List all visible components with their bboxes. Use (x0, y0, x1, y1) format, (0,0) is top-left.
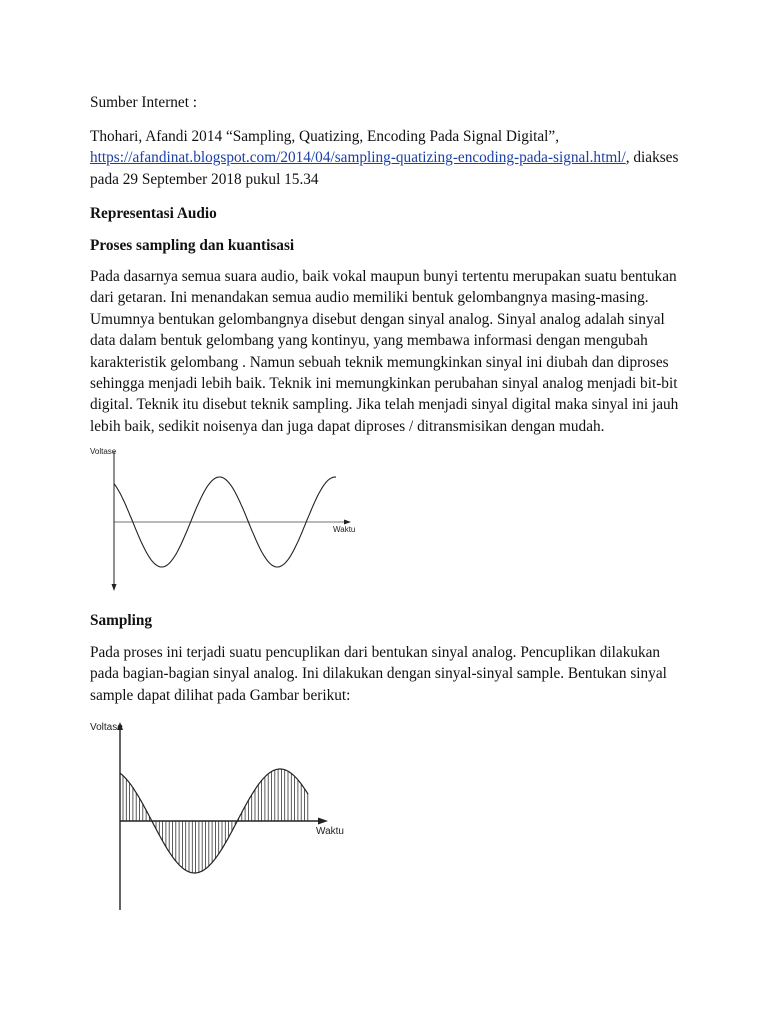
sampled-signal-figure (88, 718, 358, 913)
paragraph-line: Umumnya bentukan gelombangnya disebut dengan sinyal analog. Sinyal analog adalah sinyal (90, 310, 665, 328)
paragraph-line: sample dapat dilihat pada Gambar berikut: (90, 686, 351, 704)
paragraph-line: Pada dasarnya semua suara audio, baik vokal maupun bunyi tertentu merupakan suatu bentukan (90, 268, 677, 285)
x-axis-arrow (344, 520, 351, 525)
paragraph-line: sehingga menjadi lebih baik. Teknik ini memungkinkan perubahan sinyal analog menjadi bit-bit (90, 375, 678, 393)
y-axis-label: Voltase (90, 447, 117, 456)
paragraph-line: digital. Teknik itu disebut teknik sampling. Jika telah menjadi sinyal digital maka sinyal ini jauh (90, 396, 679, 414)
analog-signal-figure (90, 443, 370, 593)
citation-title: “Sampling, Quatizing, Encoding Pada Signal Digital”, (225, 128, 560, 145)
paragraph-line: karakteristik gelombang . Namun sebuah teknik memungkinkan sinyal ini diubah dan diproses (90, 353, 669, 371)
x-axis-label: Waktu (316, 826, 344, 837)
citation-access-date: pada 29 September 2018 pukul 15.34 (90, 170, 319, 188)
paragraph-line: pada bagian-bagian sinyal analog. Ini dilakukan dengan sinyal-sinyal sample. Bentukan sinyal (90, 665, 667, 683)
paragraph-intro (90, 266, 710, 437)
heading-proses-sampling: Proses sampling dan kuantisasi (90, 237, 295, 254)
citation (90, 126, 710, 190)
paragraph-line: data dalam bentuk gelombang yang kontinyu, yang membawa informasi dengan mengubah (90, 332, 648, 350)
paragraph-line: Pada proses ini terjadi suatu pencuplikan dari bentukan sinyal analog. Pencuplikan dilakukan (90, 644, 661, 661)
paragraph-line: dari getaran. Ini menandakan semua audio memiliki bentuk gelombangnya masing-masing. (90, 289, 649, 307)
y-axis-arrow (112, 584, 117, 591)
heading-sampling: Sampling (90, 612, 153, 629)
x-axis-arrow (318, 818, 328, 825)
x-axis-label: Waktu (333, 525, 356, 534)
paragraph-line: lebih baik, sedikit noisenya dan juga dapat diproses / ditransmisikan dengan mudah. (90, 417, 605, 435)
citation-url-link[interactable]: https://afandinat.blogspot.com/2014/04/sampling-quatizing-encoding-pada-signal.html/ (90, 149, 626, 167)
heading-representasi-audio: Representasi Audio (90, 205, 217, 222)
source-label: Sumber Internet : (90, 94, 198, 111)
citation-access-suffix: , diakses (625, 149, 679, 167)
citation-author: Thohari, Afandi 2014 (90, 128, 223, 145)
y-axis-label: Voltase (90, 722, 123, 733)
paragraph-sampling (90, 642, 710, 706)
